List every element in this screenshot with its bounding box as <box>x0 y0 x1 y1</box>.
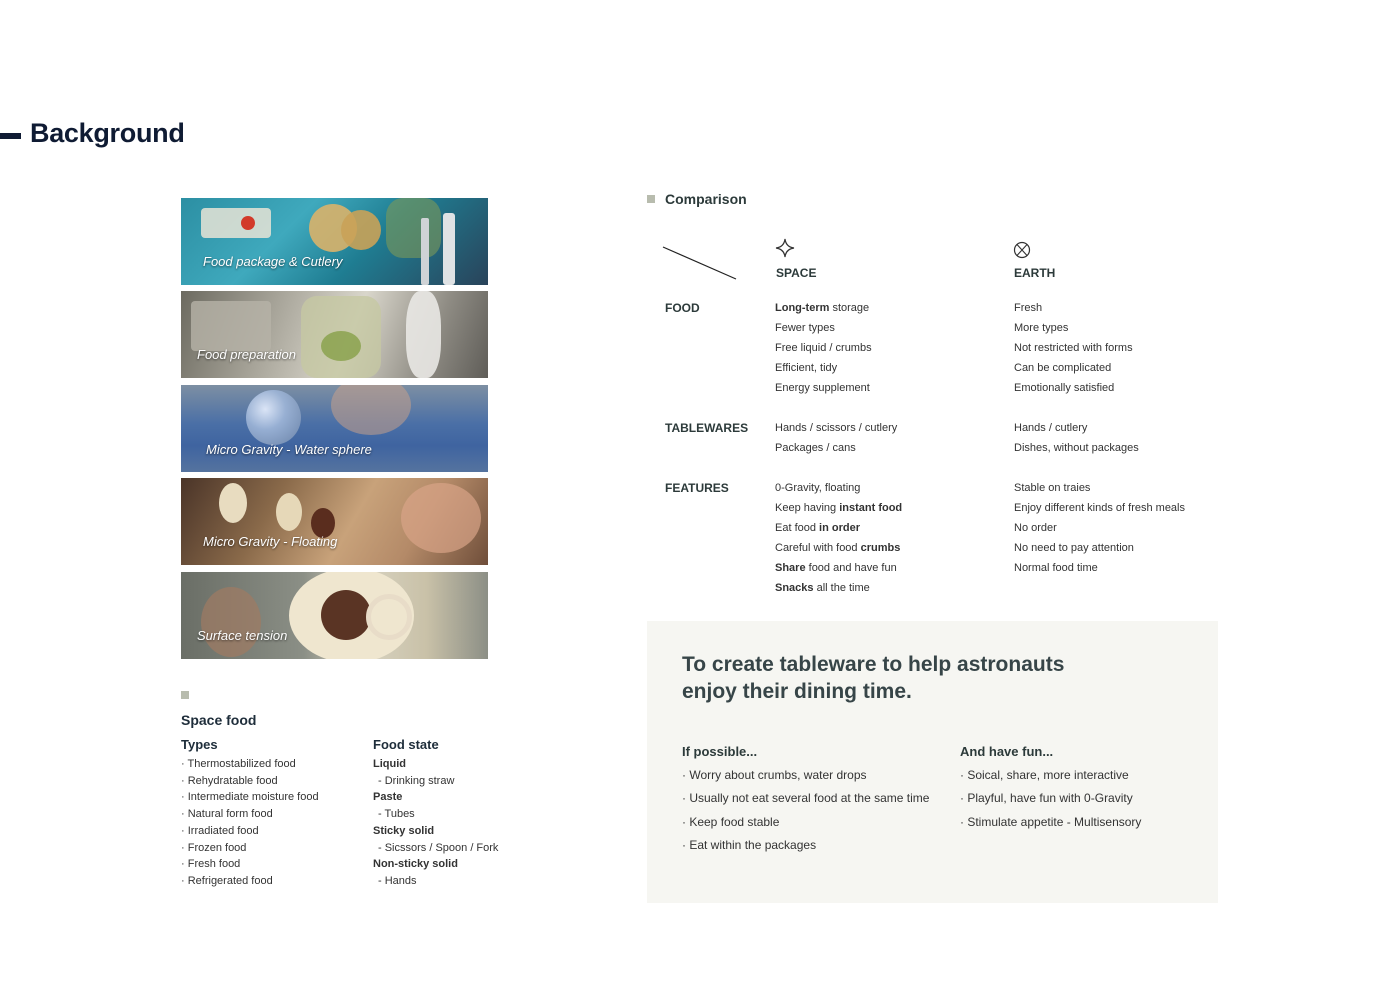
column-label-earth: EARTH <box>1014 266 1056 280</box>
space-food-cell <box>775 298 872 398</box>
list-item: Packages / cans <box>775 442 856 454</box>
photo-food-preparation <box>181 291 488 378</box>
have-fun-heading: And have fun... <box>960 744 1054 759</box>
section-marker <box>647 195 655 203</box>
sparkle-star-icon <box>775 238 795 258</box>
photo-water-sphere <box>181 385 488 472</box>
list-item: Not restricted with forms <box>1014 342 1133 354</box>
list-item: · Worry about crumbs, water drops <box>682 768 867 782</box>
goal-box <box>647 621 1218 903</box>
space-tablewares-cell <box>775 418 897 458</box>
list-item: · Fresh food <box>181 858 241 871</box>
list-item: - Drinking straw <box>378 774 455 787</box>
earth-tablewares-cell <box>1014 418 1139 458</box>
list-item: · Stimulate appetite - Multisensory <box>960 814 1142 829</box>
list-item: Can be complicated <box>1014 362 1112 374</box>
space-food-title: Space food <box>181 712 257 728</box>
page-title: Background <box>30 118 185 148</box>
list-item: Share food and have fun <box>775 562 897 574</box>
list-item: Keep having instant food <box>775 502 903 514</box>
photo-food-package <box>181 198 488 285</box>
if-possible-list <box>682 764 929 857</box>
list-item: · Thermostabilized food <box>181 758 296 770</box>
photo-surface-tension <box>181 572 488 659</box>
list-item: Dishes, without packages <box>1014 442 1139 454</box>
list-item: Paste <box>373 791 403 804</box>
goal-title: To create tableware to help astronauts enjoy their dining time. <box>682 653 1065 703</box>
food-state-heading: Food state <box>373 737 439 752</box>
list-item: Sticky solid <box>373 824 435 837</box>
photo-floating-food <box>181 478 488 565</box>
have-fun-list <box>960 764 1141 834</box>
column-label-space: SPACE <box>776 266 817 280</box>
list-item: Enjoy different kinds of fresh meals <box>1014 502 1185 514</box>
list-item: · Soical, share, more interactive <box>960 768 1129 782</box>
planet-earth-icon <box>1013 241 1031 259</box>
table-corner-divider <box>662 245 742 281</box>
photo-caption: Food preparation <box>197 347 297 362</box>
list-item: Fewer types <box>775 322 835 334</box>
list-item: Emotionally satisfied <box>1014 382 1115 394</box>
earth-features-cell <box>1014 478 1185 578</box>
photo-caption: Micro Gravity - Floating <box>203 534 338 549</box>
list-item: · Frozen food <box>181 841 247 854</box>
list-item: - Tubes <box>378 808 415 821</box>
list-item: No need to pay attention <box>1014 542 1134 554</box>
photo-caption: Micro Gravity - Water sphere <box>206 442 372 457</box>
types-list <box>181 756 319 890</box>
comparison-title: Comparison <box>665 191 747 207</box>
list-item: Efficient, tidy <box>775 362 838 374</box>
list-item: · Playful, have fun with 0-Gravity <box>960 791 1133 806</box>
list-item: Liquid <box>373 758 406 770</box>
list-item: · Intermediate moisture food <box>181 791 319 804</box>
list-item: - Hands <box>378 874 417 887</box>
photo-caption: Food package & Cutlery <box>203 254 343 269</box>
list-item: · Irradiated food <box>181 824 259 837</box>
list-item: · Natural form food <box>181 808 273 821</box>
row-label-features: FEATURES <box>665 481 729 495</box>
row-label-food: FOOD <box>665 301 700 315</box>
list-item: No order <box>1014 522 1057 534</box>
title-accent-bar <box>0 133 21 139</box>
list-item: Careful with food crumbs <box>775 542 901 554</box>
list-item: Energy supplement <box>775 382 870 394</box>
row-label-tablewares: TABLEWARES <box>665 421 749 435</box>
section-marker <box>181 691 189 699</box>
list-item: Normal food time <box>1014 562 1098 574</box>
list-item: Snacks all the time <box>775 582 870 594</box>
types-heading: Types <box>181 737 218 752</box>
list-item: Hands / cutlery <box>1014 422 1088 434</box>
list-item: Free liquid / crumbs <box>775 342 872 354</box>
photo-caption: Surface tension <box>197 628 288 643</box>
list-item: · Eat within the packages <box>682 837 817 852</box>
list-item: · Keep food stable <box>682 814 780 829</box>
list-item: · Rehydratable food <box>181 774 278 787</box>
list-item: More types <box>1014 322 1069 334</box>
food-state-list <box>373 756 498 890</box>
list-item: - Sicssors / Spoon / Fork <box>378 841 499 854</box>
earth-food-cell <box>1014 298 1133 398</box>
list-item: Fresh <box>1014 302 1043 314</box>
if-possible-heading: If possible... <box>682 744 758 759</box>
list-item: Eat food in order <box>775 522 860 534</box>
list-item: 0-Gravity, floating <box>775 482 861 494</box>
list-item: Long-term storage <box>775 302 870 314</box>
list-item: · Usually not eat several food at the same time <box>682 791 930 806</box>
list-item: Non-sticky solid <box>373 858 458 871</box>
space-features-cell <box>775 478 902 598</box>
list-item: Hands / scissors / cutlery <box>775 422 898 434</box>
list-item: · Refrigerated food <box>181 874 273 887</box>
list-item: Stable on traies <box>1014 482 1091 494</box>
